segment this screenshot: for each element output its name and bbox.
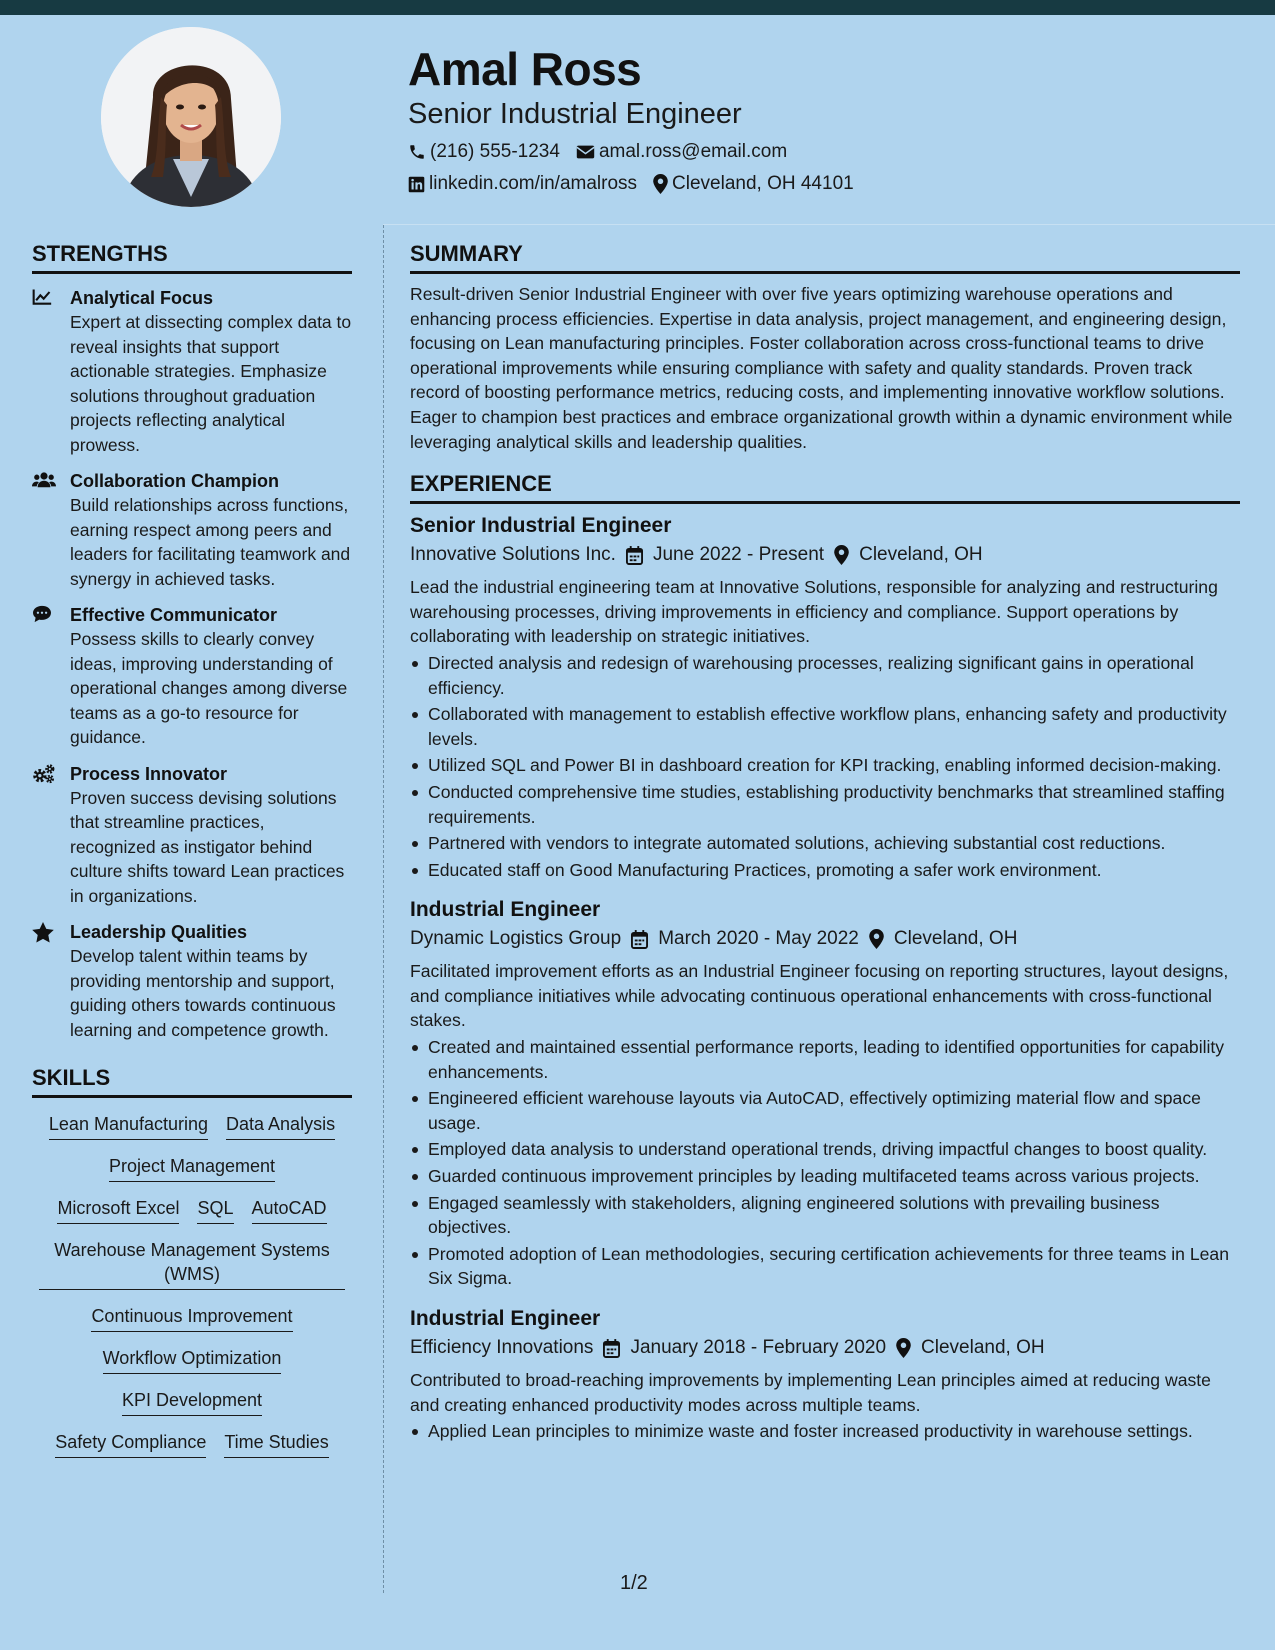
strength-item xyxy=(32,920,352,1042)
company-name: Efficiency Innovations xyxy=(410,1337,594,1358)
skills-heading: SKILLS xyxy=(32,1064,352,1098)
company-name: Dynamic Logistics Group xyxy=(410,928,622,950)
job-bullet: Employed data analysis to understand operational trends, driving impactful changes to boost quality. xyxy=(410,1137,1240,1162)
strength-item xyxy=(32,286,352,457)
comment-icon xyxy=(32,605,52,623)
location-contact xyxy=(653,172,854,196)
job-bullets xyxy=(410,1419,1240,1444)
map-pin-icon xyxy=(653,174,668,194)
strength-description: Develop talent within teams by providing mentorship and support, guiding others towards continuous learning and competence growth. xyxy=(70,946,336,1040)
skill-tag: Microsoft Excel xyxy=(57,1196,179,1224)
map-pin-icon xyxy=(896,1338,911,1358)
job-location: Cleveland, OH xyxy=(859,544,983,566)
job-description: Contributed to broad-reaching improvements by implementing Lean principles aimed at reducing waste and creating enhanced productivity modes across multiple teams. xyxy=(410,1370,1211,1415)
linkedin-url[interactable]: linkedin.com/in/amalross xyxy=(429,173,638,194)
strength-item xyxy=(32,469,352,591)
job-title: Senior Industrial Engineer xyxy=(410,514,672,538)
map-pin-icon xyxy=(869,929,884,949)
strength-item xyxy=(32,762,352,909)
email-contact[interactable] xyxy=(576,140,787,164)
strength-item xyxy=(32,603,352,750)
strength-title: Effective Communicator xyxy=(70,605,278,625)
skill-tag: Safety Compliance xyxy=(55,1430,206,1458)
summary-heading: SUMMARY xyxy=(410,240,1240,274)
job-bullet: Engineered efficient warehouse layouts via AutoCAD, effectively optimizing material flow and space usage. xyxy=(410,1086,1240,1135)
strength-title: Process Innovator xyxy=(70,763,228,784)
skill-tag: SQL xyxy=(197,1196,233,1224)
star-icon xyxy=(32,922,54,943)
job-entry xyxy=(410,512,1240,882)
job-bullet: Partnered with vendors to integrate automated solutions, achieving substantial cost reductions. xyxy=(410,831,1240,856)
job-title: Industrial Engineer xyxy=(410,898,601,922)
strength-title: Analytical Focus xyxy=(70,288,214,308)
chart-line-icon xyxy=(32,288,52,306)
job-description: Lead the industrial engineering team at Innovative Solutions, responsible for analyzing and restructuring warehousing processes, driving improvements in efficiency and compliance. Support operations by collaborating with leadership on strategic initiatives. xyxy=(410,577,1218,647)
skill-tag: Project Management xyxy=(109,1154,275,1182)
job-title: Industrial Engineer xyxy=(410,1307,601,1330)
linkedin-contact[interactable] xyxy=(408,172,637,196)
strength-title: Collaboration Champion xyxy=(70,471,279,491)
page-number: 1/2 xyxy=(620,1572,648,1594)
job-meta xyxy=(410,1335,1240,1361)
email-address[interactable]: amal.ross@email.com xyxy=(598,141,788,162)
job-dates: January 2018 - February 2020 xyxy=(630,1337,887,1358)
left-column xyxy=(32,240,352,1472)
right-column xyxy=(410,240,1240,1444)
summary-text: Result-driven Senior Industrial Engineer with over five years optimizing warehouse operations and enhancing process efficiencies. Expertise in data analysis, project management, and engineering design, focusing on Lean manufacturing principles. Foster collaboration across cross-functional teams to drive operational improvements while ensuring compliance with safety and quality standards. Proven track record of boosting performance metrics, reducing costs, and implementing innovative workflow solutions. Eager to champion best practices and embrace organizational growth within a dynamic environment while leveraging analytical skills and leadership qualities. xyxy=(410,284,1233,452)
phone-number: (216) 555-1234 xyxy=(430,141,560,162)
job-bullet: Guarded continuous improvement principles by leading multifaceted teams across various projects. xyxy=(410,1164,1240,1189)
strength-description: Possess skills to clearly convey ideas, improving understanding of operational changes among diverse teams as a go-to resource for guidance. xyxy=(70,629,348,747)
job-dates: March 2020 - May 2022 xyxy=(658,928,859,950)
strength-description: Expert at dissecting complex data to reveal insights that support actionable strategies. Emphasize solutions throughout graduation projects reflecting analytical prowess. xyxy=(70,312,352,455)
skill-tag: Data Analysis xyxy=(226,1112,335,1140)
skill-tag: AutoCAD xyxy=(252,1196,327,1224)
calendar-icon xyxy=(626,546,643,565)
skill-tag: Workflow Optimization xyxy=(103,1346,282,1374)
contact-row-2 xyxy=(408,172,1228,196)
gears-icon xyxy=(32,764,56,784)
users-icon xyxy=(32,471,56,489)
strength-description: Build relationships across functions, earning respect among peers and leaders for facilitating teamwork and synergy in achieved tasks. xyxy=(70,495,351,589)
skill-tag: Continuous Improvement xyxy=(91,1304,292,1332)
column-divider xyxy=(383,225,384,1593)
strength-title: Leadership Qualities xyxy=(70,922,248,942)
job-entry xyxy=(410,1305,1240,1444)
strengths-heading: STRENGTHS xyxy=(32,240,352,274)
profile-photo xyxy=(101,27,281,207)
calendar-icon xyxy=(603,1339,620,1358)
job-description: Facilitated improvement efforts as an Industrial Engineer focusing on reporting structures, layout designs, and compliance initiatives while advocating continuous operational enhancements with cross-functional stakes. xyxy=(410,961,1229,1031)
job-dates: June 2022 - Present xyxy=(652,544,825,566)
header-divider xyxy=(383,224,1275,225)
job-bullet: Created and maintained essential performance reports, leading to identified opportunities for capability enhancements. xyxy=(410,1035,1240,1084)
experience-heading: EXPERIENCE xyxy=(410,470,1240,504)
job-bullet: Educated staff on Good Manufacturing Practices, promoting a safer work environment. xyxy=(410,858,1240,883)
skill-tag: Time Studies xyxy=(224,1430,328,1458)
top-accent-bar xyxy=(0,0,1275,15)
contact-row-1 xyxy=(408,140,1228,164)
skill-tag: Lean Manufacturing xyxy=(49,1112,208,1140)
job-bullet: Engaged seamlessly with stakeholders, aligning engineered solutions with prevailing business objectives. xyxy=(410,1191,1240,1240)
job-entry xyxy=(410,896,1240,1291)
job-meta xyxy=(410,926,1240,952)
skill-tag: KPI Development xyxy=(122,1388,262,1416)
company-name: Innovative Solutions Inc. xyxy=(410,544,616,566)
map-pin-icon xyxy=(834,545,849,565)
linkedin-icon xyxy=(408,176,425,193)
resume-header xyxy=(408,42,1228,196)
calendar-icon xyxy=(631,930,648,949)
skill-tag: Warehouse Management Systems (WMS) xyxy=(39,1238,345,1290)
phone-icon xyxy=(408,143,426,161)
candidate-name: Amal Ross xyxy=(408,43,642,95)
job-meta xyxy=(410,542,1240,568)
phone-contact xyxy=(408,140,560,164)
job-bullet: Conducted comprehensive time studies, establishing productivity benchmarks that streamlined staffing requirements. xyxy=(410,780,1240,829)
job-bullets xyxy=(410,651,1240,882)
job-location: Cleveland, OH xyxy=(921,1337,1045,1358)
job-bullet: Collaborated with management to establish effective workflow plans, enhancing safety and productivity levels. xyxy=(410,702,1240,751)
job-bullet: Utilized SQL and Power BI in dashboard creation for KPI tracking, enabling informed decision-making. xyxy=(410,753,1240,778)
job-bullets xyxy=(410,1035,1240,1291)
job-bullet: Directed analysis and redesign of warehousing processes, realizing significant gains in operational efficiency. xyxy=(410,651,1240,700)
skills-list xyxy=(32,1112,352,1458)
strength-description: Proven success devising solutions that streamline practices, recognized as instigator behind culture shifts toward Lean practices in organizations. xyxy=(70,787,345,906)
job-bullet: Promoted adoption of Lean methodologies, securing certification achievements for three teams in Lean Six Sigma. xyxy=(410,1242,1240,1291)
job-location: Cleveland, OH xyxy=(893,928,1018,950)
job-bullet: Applied Lean principles to minimize waste and foster increased productivity in warehouse settings. xyxy=(410,1419,1240,1444)
envelope-icon xyxy=(576,144,595,160)
location-text: Cleveland, OH 44101 xyxy=(672,173,854,194)
candidate-role: Senior Industrial Engineer xyxy=(408,98,742,130)
